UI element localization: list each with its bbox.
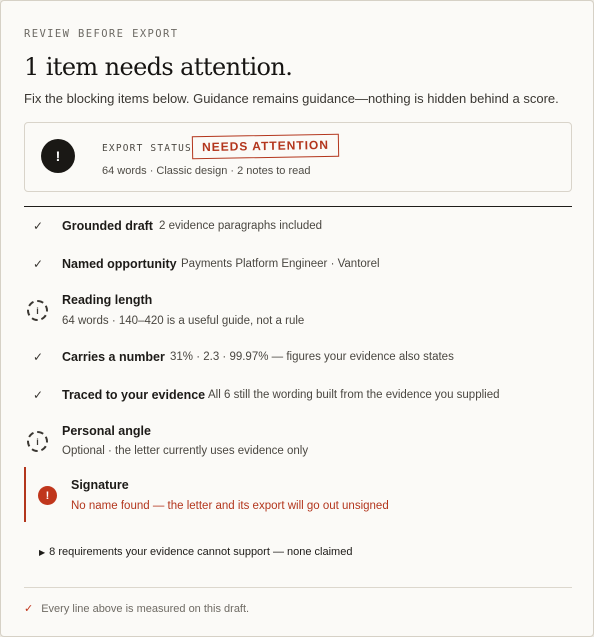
- export-status-card: [24, 122, 572, 192]
- export-status-meta: 64 words · Classic design · 2 notes to read: [102, 165, 311, 177]
- unsupported-requirements-toggle[interactable]: [39, 546, 352, 558]
- info-icon: i: [27, 300, 48, 321]
- check-detail: Payments Platform Engineer · Vantorel: [181, 258, 380, 270]
- signature-alert[interactable]: [24, 467, 574, 522]
- check-detail: All 6 still the wording built from the evidence you supplied: [208, 389, 500, 401]
- check-detail: 64 words · 140–420 is a useful guide, not a rule: [62, 315, 305, 327]
- status-badge: NEEDS ATTENTION: [192, 134, 339, 160]
- check-icon: ✓: [33, 350, 44, 364]
- divider: [24, 587, 572, 588]
- page-subtitle: Fix the blocking items below. Guidance remains guidance—nothing is hidden behind a score.: [24, 91, 559, 106]
- check-icon: ✓: [24, 603, 34, 615]
- footer-note: [24, 602, 249, 615]
- signature-title: Signature: [71, 478, 129, 492]
- check-title: Grounded draft: [62, 219, 153, 233]
- check-icon: ✓: [33, 388, 44, 402]
- info-icon: i: [27, 431, 48, 452]
- check-row-personal: [24, 424, 572, 464]
- footer-text: Every line above is measured on this draft.: [41, 603, 250, 615]
- export-status-label: EXPORT STATUS: [102, 143, 192, 154]
- check-detail: 31% · 2.3 · 99.97% — figures your evidence also states: [170, 351, 454, 363]
- alert-icon: !: [41, 139, 75, 173]
- error-icon: !: [38, 486, 57, 505]
- check-title: Reading length: [62, 293, 153, 307]
- page-title: 1 item needs attention.: [24, 53, 293, 81]
- check-icon: ✓: [33, 257, 44, 271]
- signature-detail: No name found — the letter and its export will go out unsigned: [71, 500, 389, 512]
- check-detail: 2 evidence paragraphs included: [159, 220, 323, 232]
- disclosure-label: 8 requirements your evidence cannot support — none claimed: [49, 546, 353, 558]
- eyebrow-label: REVIEW BEFORE EXPORT: [24, 28, 179, 40]
- check-detail: Optional · the letter currently uses evidence only: [62, 445, 309, 457]
- check-title: Personal angle: [62, 424, 151, 438]
- check-title: Carries a number: [62, 350, 165, 364]
- check-icon: ✓: [33, 219, 44, 233]
- check-row-length: [24, 293, 572, 333]
- check-title: Named opportunity: [62, 257, 177, 271]
- triangle-right-icon: ▶: [39, 548, 46, 557]
- divider: [24, 206, 572, 207]
- check-title: Traced to your evidence: [62, 388, 206, 402]
